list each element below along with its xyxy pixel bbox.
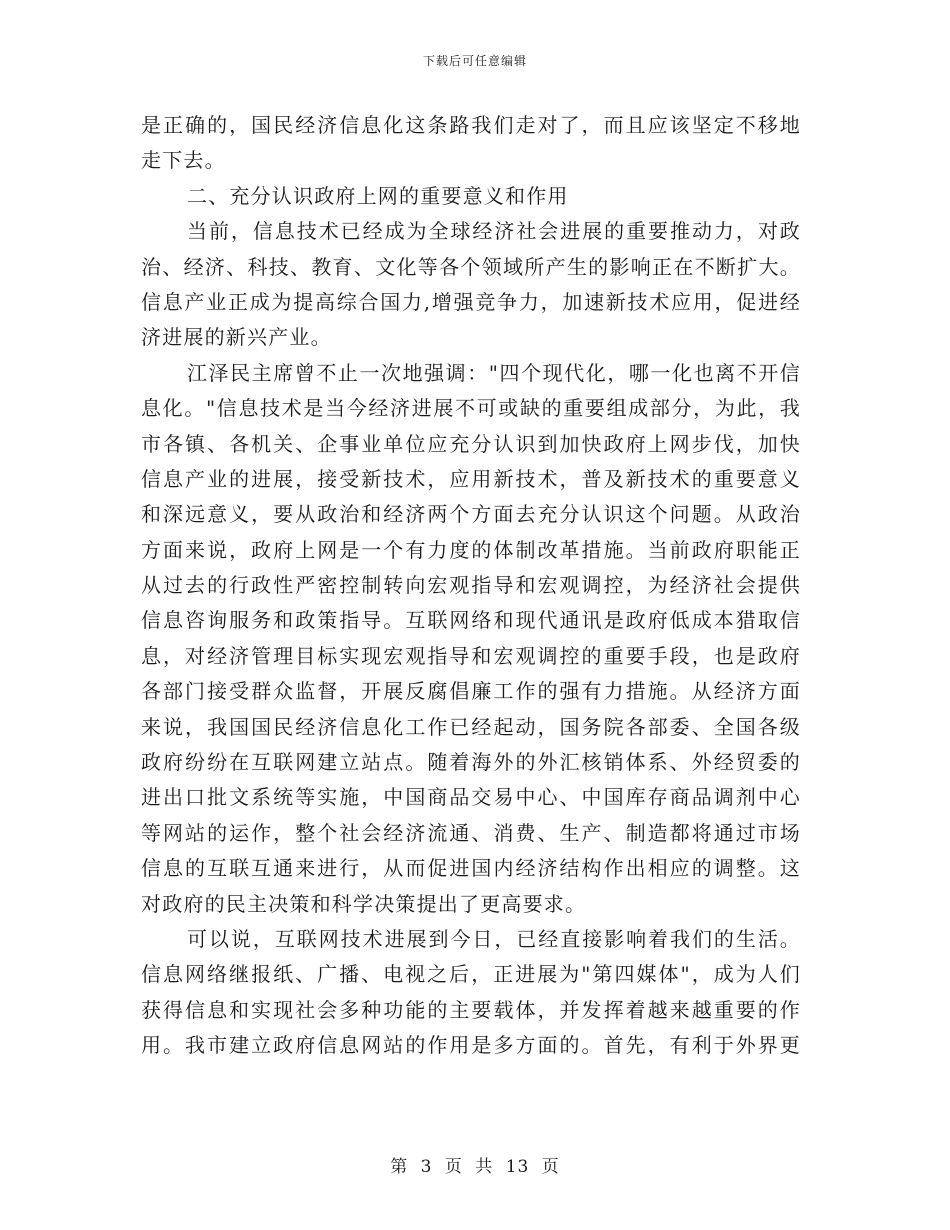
text-line: 从过去的行政性严密控制转向宏观指导和宏观调控，为经济社会提供	[141, 573, 801, 598]
text-line: 市各镇、各机关、企事业单位应充分认识到加快政府上网步伐，加快	[141, 431, 801, 456]
text-line: 息化。"信息技术是当今经济进展不可或缺的重要组成部分，为此，我	[141, 396, 801, 421]
text-line: 当前，信息技术已经成为全球经济社会进展的重要推动力，对政	[187, 219, 801, 244]
text-line: 对政府的民主决策和科学决策提出了更高要求。	[141, 891, 587, 916]
text-line: 来说，我国国民经济信息化工作已经起动，国务院各部委、全国各级	[141, 714, 801, 739]
text-line: 进出口批文系统等实施，中国商品交易中心、中国库存商品调剂中心	[141, 785, 801, 810]
page-header: 下载后可任意编辑	[422, 54, 527, 68]
text-line: 用。我市建立政府信息网站的作用是多方面的。首先，有利于外界更	[141, 1033, 801, 1058]
page-number: 第 3 页 共 13 页	[390, 1157, 560, 1177]
text-line: 方面来说，政府上网是一个有力度的体制改革措施。当前政府职能正	[141, 537, 801, 562]
text-line: 政府纷纷在互联网建立站点。随着海外的外汇核销体系、外经贸委的	[141, 750, 801, 775]
text-line: 各部门接受群众监督，开展反腐倡廉工作的强有力措施。从经济方面	[141, 679, 801, 704]
text-line: 是正确的，国民经济信息化这条路我们走对了，而且应该坚定不移地	[141, 113, 801, 137]
text-line: 可以说，互联网技术进展到今日，已经直接影响着我们的生活。	[187, 926, 801, 951]
text-line: 二、充分认识政府上网的重要意义和作用	[187, 183, 569, 208]
text-line: 和深远意义，要从政治和经济两个方面去充分认识这个问题。从政治	[141, 502, 801, 527]
text-line: 信息产业正成为提高综合国力,增强竞争力，加速新技术应用，促进经	[141, 289, 801, 314]
text-line: 等网站的运作，整个社会经济流通、消费、生产、制造都将通过市场	[141, 820, 801, 845]
text-line: 息，对经济管理目标实现宏观指导和宏观调控的重要手段，也是政府	[141, 643, 801, 668]
text-line: 信息的互联互通来进行，从而促进国内经济结构作出相应的调整。这	[141, 856, 801, 881]
text-line: 治、经济、科技、教育、文化等各个领域所产生的影响正在不断扩大。	[141, 254, 801, 279]
text-line: 信息咨询服务和政策指导。互联网络和现代通讯是政府低成本猎取信	[141, 608, 801, 633]
text-line: 信息产业的进展，接受新技术，应用新技术，普及新技术的重要意义	[141, 466, 801, 491]
text-line: 走下去。	[141, 148, 226, 173]
text-line: 济进展的新兴产业。	[141, 325, 332, 350]
document-body	[141, 108, 801, 1064]
text-line: 信息网络继报纸、广播、电视之后，正进展为"第四媒体"，成为人们	[141, 962, 801, 987]
text-line: 获得信息和实现社会多种功能的主要载体，并发挥着越来越重要的作	[141, 997, 801, 1022]
text-line: 江泽民主席曾不止一次地强调："四个现代化，哪一化也离不开信	[187, 360, 801, 385]
